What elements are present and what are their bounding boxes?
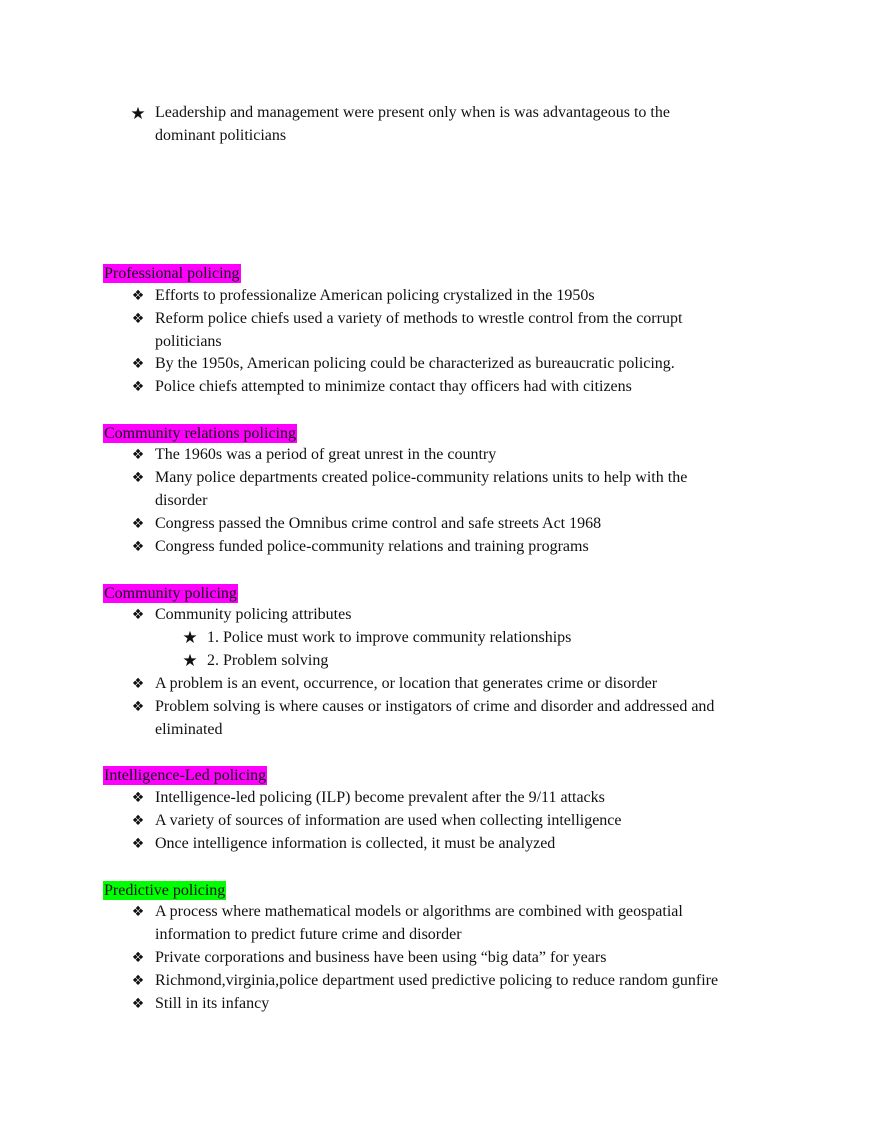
diamond-bullet-icon: ❖ — [131, 790, 145, 806]
list-item: Still in its infancy — [155, 995, 270, 1012]
diamond-bullet-icon: ❖ — [131, 379, 145, 395]
section-heading: Community policing — [104, 585, 237, 602]
list-item: Efforts to professionalize American policing crystalized in the 1950s — [155, 287, 595, 304]
section-heading: Community relations policing — [104, 425, 296, 442]
list-item: Reform police chiefs used a variety of methods to wrestle control from the corrupt — [155, 310, 683, 327]
sub-list-item: 1. Police must work to improve community relationships — [207, 629, 572, 646]
list-item: Community policing attributes — [155, 606, 352, 623]
diamond-bullet-icon: ❖ — [131, 676, 145, 692]
diamond-bullet-icon: ❖ — [131, 516, 145, 532]
diamond-bullet-icon: ❖ — [131, 539, 145, 555]
list-item: Police chiefs attempted to minimize contact thay officers had with citizens — [155, 378, 632, 395]
diamond-bullet-icon: ❖ — [131, 836, 145, 852]
section-heading: Professional policing — [104, 265, 240, 282]
diamond-bullet-icon: ❖ — [131, 447, 145, 463]
diamond-bullet-icon: ❖ — [131, 311, 145, 327]
sub-list-item: 2. Problem solving — [207, 652, 329, 669]
list-item: Problem solving is where causes or instigators of crime and disorder and addressed and — [155, 698, 715, 715]
star-bullet-icon: ★ — [182, 628, 198, 648]
diamond-bullet-icon: ❖ — [131, 813, 145, 829]
diamond-bullet-icon: ❖ — [131, 699, 145, 715]
list-item: Intelligence-led policing (ILP) become prevalent after the 9/11 attacks — [155, 789, 605, 806]
list-item: Private corporations and business have been using “big data” for years — [155, 949, 607, 966]
list-item-continuation: information to predict future crime and disorder — [155, 926, 462, 943]
diamond-bullet-icon: ❖ — [131, 607, 145, 623]
list-item-continuation: eliminated — [155, 721, 223, 738]
section-heading: Predictive policing — [104, 882, 226, 899]
list-item: Congress funded police-community relations and training programs — [155, 538, 589, 555]
diamond-bullet-icon: ❖ — [131, 950, 145, 966]
diamond-bullet-icon: ❖ — [131, 973, 145, 989]
star-bullet-icon: ★ — [182, 651, 198, 671]
list-item: The 1960s was a period of great unrest in the country — [155, 446, 497, 463]
diamond-bullet-icon: ❖ — [131, 904, 145, 920]
diamond-bullet-icon: ❖ — [131, 288, 145, 304]
list-item-continuation: disorder — [155, 492, 208, 509]
section-heading: Intelligence-Led policing — [104, 767, 267, 784]
list-item: Congress passed the Omnibus crime control and safe streets Act 1968 — [155, 515, 602, 532]
list-item: A variety of sources of information are used when collecting intelligence — [155, 812, 622, 829]
intro-line: Leadership and management were present only when is was advantageous to the — [155, 104, 670, 121]
diamond-bullet-icon: ❖ — [131, 356, 145, 372]
list-item: Once intelligence information is collected, it must be analyzed — [155, 835, 556, 852]
intro-line: dominant politicians — [155, 127, 287, 144]
list-item-continuation: politicians — [155, 333, 222, 350]
list-item: Many police departments created police-community relations units to help with the — [155, 469, 688, 486]
diamond-bullet-icon: ❖ — [131, 996, 145, 1012]
star-bullet-icon: ★ — [130, 104, 146, 124]
list-item: A process where mathematical models or algorithms are combined with geospatial — [155, 903, 683, 920]
list-item: By the 1950s, American policing could be characterized as bureaucratic policing. — [155, 355, 675, 372]
list-item: Richmond,virginia,police department used predictive policing to reduce random gunfire — [155, 972, 719, 989]
diamond-bullet-icon: ❖ — [131, 470, 145, 486]
list-item: A problem is an event, occurrence, or location that generates crime or disorder — [155, 675, 658, 692]
